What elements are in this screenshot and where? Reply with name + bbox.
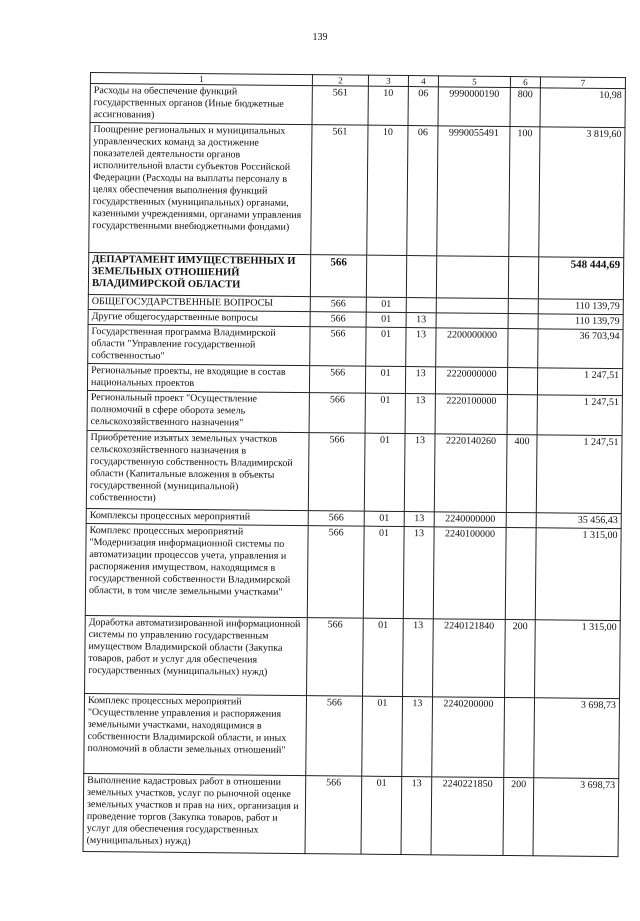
row-subsection: 13	[404, 512, 434, 527]
row-code: 561	[312, 86, 368, 126]
row-type: 200	[505, 620, 536, 698]
row-code: 566	[307, 526, 364, 619]
row-section: 01	[362, 696, 403, 776]
row-target: 2220100000	[435, 394, 507, 435]
row-type: 200	[503, 778, 534, 856]
row-subsection	[406, 256, 436, 298]
row-type	[505, 528, 536, 620]
row-target: 2240100000	[433, 527, 506, 620]
header-cell: 2	[312, 75, 368, 87]
row-name: Комплексы процессных мероприятий	[86, 508, 308, 525]
row-name: Комплекс процессных мероприятий "Модернизация информационной системы по автоматизации процессов учета, управления и распоряжения имуществом, находящимся в государственной собственности Владимирской области, в том числе земельными участками"	[85, 523, 308, 617]
row-subsection: 06	[407, 126, 438, 256]
row-subsection: 13	[405, 367, 435, 394]
row-type	[508, 299, 538, 314]
row-name: ОБЩЕГОСУДАРСТВЕННЫЕ ВОПРОСЫ	[88, 294, 310, 311]
row-amount: 3 698,73	[533, 778, 619, 857]
table-row	[85, 523, 621, 620]
row-target: 2240121840	[433, 619, 506, 698]
row-code: 561	[311, 125, 368, 256]
row-section: 01	[366, 297, 406, 312]
table-row	[83, 773, 619, 856]
header-cell: 7	[540, 77, 625, 89]
row-amount: 548 444,69	[538, 257, 623, 300]
row-type: 800	[510, 88, 540, 127]
table-row	[87, 390, 622, 435]
row-target: 2240000000	[434, 512, 506, 528]
row-target: 2240200000	[432, 697, 505, 778]
row-target	[436, 298, 508, 314]
row-section: 01	[365, 393, 405, 433]
row-type	[507, 395, 537, 435]
budget-table	[83, 72, 626, 857]
row-subsection: 13	[406, 328, 436, 367]
row-target: 2220140260	[434, 434, 507, 513]
row-section: 01	[363, 618, 404, 696]
row-subsection: 13	[404, 434, 435, 512]
row-amount: 1 247,51	[537, 395, 622, 436]
row-section: 01	[364, 511, 404, 526]
row-amount: 1 247,51	[536, 435, 622, 514]
row-amount: 110 139,79	[538, 299, 623, 315]
row-subsection: 13	[405, 394, 435, 434]
row-code: 566	[310, 297, 366, 313]
row-section: 10	[368, 86, 408, 125]
table-row	[88, 324, 623, 368]
row-target: 2220000000	[435, 367, 507, 395]
row-name: Комплекс процессных мероприятий "Осуществление управления и распоряжения земельными участками, находящимися в собственности Владимирской области, и иных полномочий в области земельных отношений"	[84, 693, 307, 775]
row-code: 566	[306, 696, 363, 777]
row-subsection	[406, 298, 436, 313]
table-row	[90, 84, 625, 128]
row-subsection: 06	[408, 87, 438, 126]
row-code: 566	[309, 393, 365, 434]
row-amount: 1 315,00	[535, 528, 621, 621]
page-number: 139	[312, 32, 328, 43]
row-section: 01	[366, 312, 406, 327]
row-target: 2200000000	[436, 328, 508, 368]
row-name: Другие общегосударственные вопросы	[88, 309, 310, 326]
row-type	[506, 513, 536, 528]
row-section	[366, 255, 406, 297]
row-amount: 35 456,43	[536, 513, 621, 529]
row-subsection: 13	[403, 619, 434, 697]
row-target: 9990000190	[438, 87, 510, 127]
row-section: 01	[363, 526, 404, 618]
row-type	[507, 368, 537, 395]
table-row	[85, 615, 621, 698]
row-name: Поощрение региональных и муниципальных управленческих команд за достижение показателей деятельности органов исполнительной власти субъектов Российской Федерации (Расходы на выплаты персоналу в целях обеспечения выполнения функций государственных (муниципальных) органами, казенными учреждениями, органами управления государственными внебюджетными фондами)	[89, 123, 312, 255]
row-amount: 1 315,00	[535, 620, 621, 699]
row-type	[508, 257, 538, 299]
table-row-department	[88, 252, 623, 299]
row-target	[436, 313, 508, 329]
row-type: 400	[506, 435, 537, 513]
row-section: 01	[366, 327, 406, 366]
row-amount: 3 698,73	[534, 698, 620, 779]
row-name: Государственная программа Владимирской области "Управление государственной собственностью"	[88, 324, 310, 365]
row-section: 01	[364, 433, 405, 511]
header-cell: 1	[90, 73, 312, 86]
row-name: Региональный проект "Осуществление полномочий в сфере оборота земель сельскохозяйственного назначения"	[87, 390, 309, 432]
row-amount: 110 139,79	[538, 314, 623, 330]
row-subsection: 13	[406, 313, 436, 328]
row-target: 9990055491	[437, 126, 510, 257]
row-subsection: 13	[402, 697, 433, 777]
table-row	[86, 430, 622, 513]
row-subsection: 13	[401, 777, 432, 855]
row-name: Доработка автоматизированной информационной системы по управлению государственным имуществом Владимирской области (Закупка товаров, работ и услуг для обеспечения государственных (муниципальных) нужд)	[85, 615, 308, 695]
row-amount: 1 247,51	[537, 368, 622, 396]
row-target: 2240221850	[431, 777, 504, 856]
row-code: 566	[310, 255, 366, 298]
row-subsection: 13	[403, 527, 434, 619]
row-code: 566	[309, 366, 365, 394]
row-name: Приобретение изъятых земельных участков сельскохозяйственного назначения в государственную собственность Владимирской области (Капитальные вложения в объекты государственной (муниципальной) собственности)	[86, 430, 309, 510]
row-name: Выполнение кадастровых работ в отношении земельных участков, услуг по рыночной оценке земельных участков и прав на них, организация и проведение торгов (Закупка товаров, работ и услуг для обеспечения государственных (муниципальных) нужд)	[83, 773, 306, 853]
row-name: ДЕПАРТАМЕНТ ИМУЩЕСТВЕННЫХ И ЗЕМЕЛЬНЫХ ОТНОШЕНИЙ ВЛАДИМИРСКОЙ ОБЛАСТИ	[88, 252, 310, 296]
row-code: 566	[308, 511, 364, 527]
row-type	[508, 314, 538, 329]
row-name: Расходы на обеспечение функций государственных органов (Иные бюджетные ассигнования)	[90, 84, 312, 125]
header-cell: 5	[438, 76, 510, 88]
row-type: 100	[509, 127, 540, 257]
row-code: 566	[310, 312, 366, 328]
row-amount: 36 703,94	[538, 329, 623, 369]
row-section: 01	[361, 776, 402, 854]
row-section: 10	[367, 125, 408, 255]
row-amount: 10,98	[540, 88, 625, 128]
row-code: 566	[307, 618, 364, 697]
table-row	[84, 693, 620, 778]
header-cell: 6	[510, 77, 540, 88]
row-amount: 3 819,60	[539, 127, 625, 258]
header-cell: 4	[408, 76, 438, 87]
row-code: 566	[308, 433, 365, 512]
table-row	[89, 123, 625, 258]
row-section: 01	[365, 366, 405, 393]
row-code: 566	[305, 776, 362, 855]
row-code: 566	[310, 327, 366, 367]
row-target	[436, 256, 508, 299]
row-type	[504, 698, 535, 778]
row-name: Региональные проекты, не входящие в состав национальных проектов	[87, 363, 309, 392]
header-cell: 3	[368, 75, 408, 86]
row-type	[508, 329, 538, 368]
